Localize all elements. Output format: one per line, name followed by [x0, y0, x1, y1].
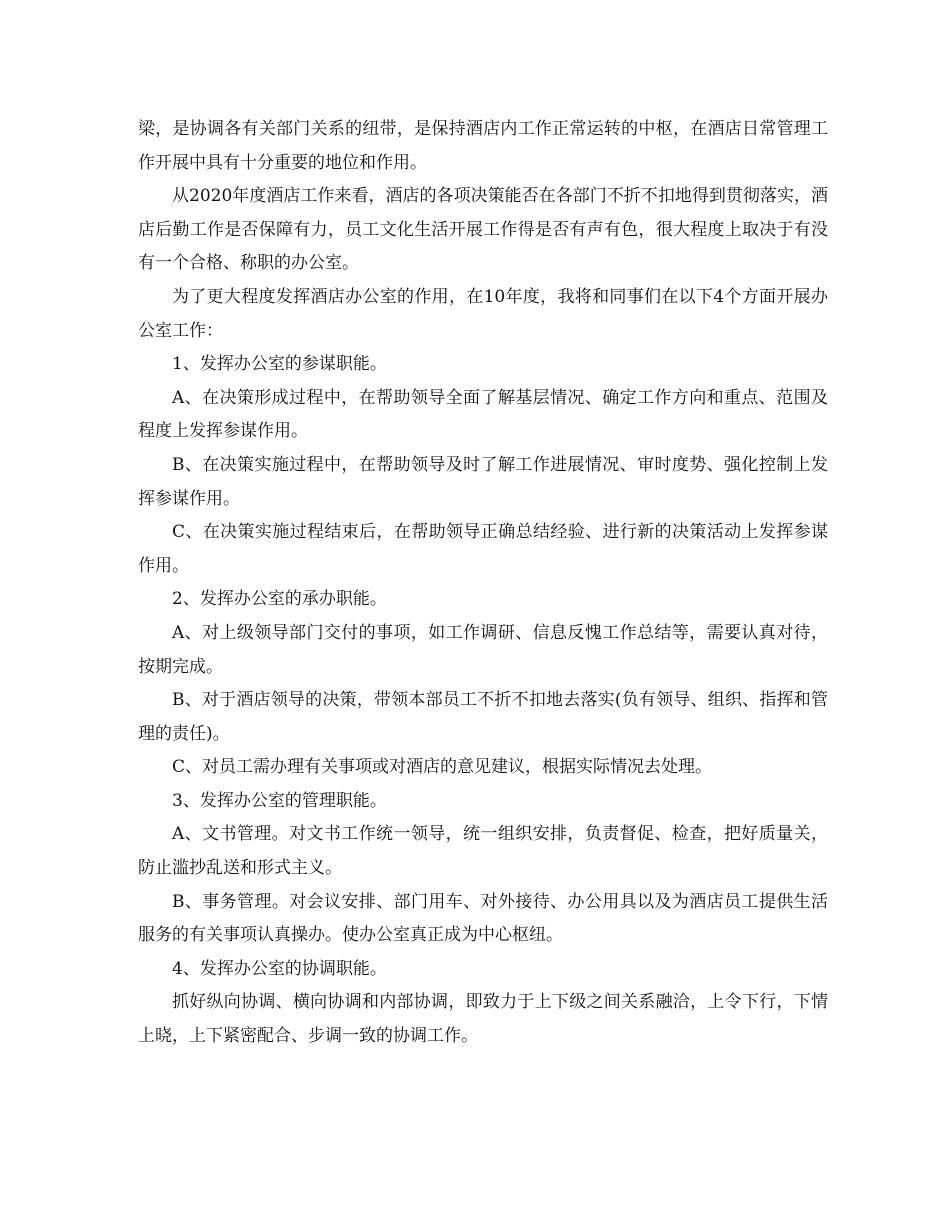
list-item-undertaking-a: A、对上级领导部门交付的事项，如工作调研、信息反愧工作总结等，需要认真对待，按期完成。 — [138, 622, 828, 677]
list-item-advisory-c: C、在决策实施过程结束后，在帮助领导正确总结经验、进行新的决策活动上发挥参谋作用。 — [138, 522, 828, 576]
heading-coordination-function: 4、发挥办公室的协调职能。 — [172, 958, 387, 979]
list-item-advisory-a: A、在决策形成过程中，在帮助领导全面了解基层情况、确定工作方向和重点、范围及程度上发挥参谋作用。 — [138, 387, 828, 442]
list-item-advisory-b: B、在决策实施过程中，在帮助领导及时了解工作进展情况、审时度势、强化控制上发挥参谋作用。 — [138, 454, 828, 509]
document-body — [138, 113, 828, 1054]
heading-advisory-function: 1、发挥办公室的参谋职能。 — [172, 354, 387, 375]
paragraph-continuation: 梁，是协调各有关部门关系的纽带，是保持酒店内工作正常运转的中枢，在酒店日常管理工作开展中具有十分重要的地位和作用。 — [138, 119, 828, 173]
list-item-management-b: B、事务管理。对会议安排、部门用车、对外接待、办公用具以及为酒店员工提供生活服务的有关事项认真操办。使办公室真正成为中心枢纽。 — [138, 891, 828, 946]
paragraph-intro-four-aspects: 为了更大程度发挥酒店办公室的作用，在10年度，我将和同事们在以下4个方面开展办公室工作： — [138, 286, 828, 341]
list-item-undertaking-c: C、对员工需办理有关事项或对酒店的意见建议，根据实际情况去处理。 — [172, 757, 713, 778]
heading-undertaking-function: 2、发挥办公室的承办职能。 — [172, 589, 387, 610]
heading-management-function: 3、发挥办公室的管理职能。 — [172, 790, 387, 811]
list-item-management-a: A、文书管理。对文书工作统一领导，统一组织安排，负责督促、检查，把好质量关，防止滥抄乱送和形式主义。 — [138, 824, 828, 879]
paragraph-coordination-detail: 抓好纵向协调、横向协调和内部协调，即致力于上下级之间关系融洽，上令下行，下情上晓，上下紧密配合、步调一致的协调工作。 — [138, 992, 828, 1047]
paragraph-2020-review: 从2020年度酒店工作来看，酒店的各项决策能否在各部门不折不扣地得到贯彻落实，酒店后勤工作是否保障有力，员工文化生活开展工作得是否有声有色，很大程度上取决于有没有一个合格、称职的办公室。 — [138, 186, 828, 274]
list-item-undertaking-b: B、对于酒店领导的决策，带领本部员工不折不扣地去落实(负有领导、组织、指挥和管理的责任)。 — [138, 690, 828, 744]
